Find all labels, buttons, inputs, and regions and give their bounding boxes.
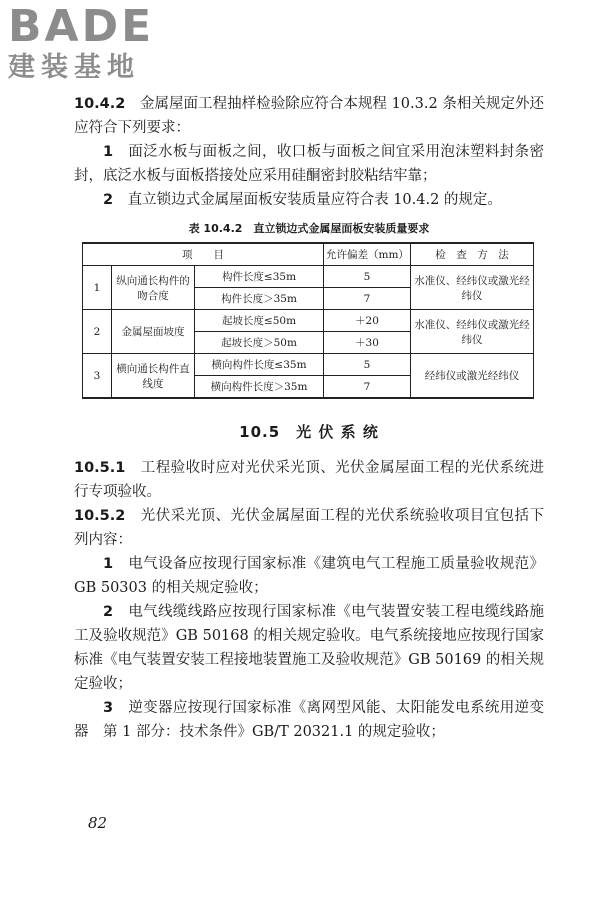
clause-item <box>74 696 544 744</box>
row-condition: 横向构件长度≤35m <box>195 354 324 376</box>
row-method: 经纬仪或激光经纬仪 <box>411 354 534 399</box>
clause-10-5-1 <box>74 456 544 504</box>
logo-subtext: 建装基地 <box>8 52 140 83</box>
row-method: 水准仪、经纬仪或激光经纬仪 <box>411 310 534 354</box>
row-number: 1 <box>83 266 112 310</box>
row-item: 纵向通长构件的吻合度 <box>112 266 195 310</box>
item-number: 3 <box>103 700 114 716</box>
item-text: 直立锁边式金属屋面板安装质量应符合表 10.4.2 的规定。 <box>127 192 502 208</box>
item-text: 电气线缆线路应按现行国家标准《电气装置安装工程电缆线路施工及验收规范》GB 50168 的相关规定验收。电气系统接地应按现行国家标准《电气装置安装工程接地装置施工及验收规范》GB 50169 的相关规定验收； <box>74 604 544 692</box>
row-condition: 起坡长度≤50m <box>195 310 324 332</box>
row-condition: 构件长度≤35m <box>195 266 324 288</box>
header-tolerance: 允许偏差（mm） <box>324 243 411 266</box>
row-item: 横向通长构件直线度 <box>112 354 195 399</box>
clause-10-4-2 <box>74 92 544 140</box>
row-tolerance: 5 <box>324 266 411 288</box>
table-row <box>83 266 534 288</box>
item-text: 逆变器应按现行国家标准《离网型风能、太阳能发电系统用逆变器 第 1 部分：技术条件》GB/T 20321.1 的规定验收； <box>74 700 544 740</box>
clause-10-5-2 <box>74 504 544 552</box>
table-header-row <box>83 243 534 266</box>
clause-item <box>74 600 544 696</box>
header-method: 检 查 方 法 <box>411 243 534 266</box>
clause-text: 工程验收时应对光伏采光顶、光伏金属屋面工程的光伏系统进行专项验收。 <box>74 460 545 500</box>
logo <box>8 1 178 83</box>
item-text: 电气设备应按现行国家标准《建筑电气工程施工质量验收规范》GB 50303 的相关规定验收； <box>74 556 544 596</box>
row-condition: 起坡长度＞50m <box>195 332 324 354</box>
clause-text: 金属屋面工程抽样检验除应符合本规程 10.3.2 条相关规定外还应符合下列要求： <box>74 96 544 136</box>
item-number: 2 <box>103 192 114 208</box>
row-tolerance: 5 <box>324 354 411 376</box>
item-number: 1 <box>103 144 114 160</box>
table-row <box>83 310 534 332</box>
row-tolerance: 7 <box>324 288 411 310</box>
clause-item <box>74 552 544 600</box>
row-tolerance: ＋30 <box>324 332 411 354</box>
item-number: 2 <box>103 604 114 620</box>
clause-item <box>74 140 544 188</box>
row-tolerance: ＋20 <box>324 310 411 332</box>
row-item: 金属屋面坡度 <box>112 310 195 354</box>
header-item: 项 目 <box>83 243 324 266</box>
clause-number: 10.5.1 <box>74 460 126 476</box>
item-text: 面泛水板与面板之间，收口板与面板之间宜采用泡沫塑料封条密封，底泛水板与面板搭接处应采用硅酮密封胶粘结牢靠； <box>74 144 544 184</box>
clause-number: 10.5.2 <box>74 508 126 524</box>
row-number: 3 <box>83 354 112 399</box>
logo-text: BADE <box>8 1 155 52</box>
item-number: 1 <box>103 556 114 572</box>
row-condition: 构件长度＞35m <box>195 288 324 310</box>
clause-number: 10.4.2 <box>74 96 126 112</box>
page-number: 82 <box>88 814 108 832</box>
row-condition: 横向构件长度＞35m <box>195 376 324 399</box>
clause-item <box>74 188 544 212</box>
section-title: 10.5 光 伏 系 统 <box>239 423 379 441</box>
table-caption: 表 10.4.2 直立锁边式金属屋面板安装质量要求 <box>188 222 430 235</box>
quality-table <box>82 242 534 399</box>
table-row <box>83 354 534 376</box>
document-body <box>74 92 544 744</box>
clause-text: 光伏采光顶、光伏金属屋面工程的光伏系统验收项目宜包括下列内容： <box>74 508 545 548</box>
row-tolerance: 7 <box>324 376 411 399</box>
row-number: 2 <box>83 310 112 354</box>
row-method: 水准仪、经纬仪或激光经纬仪 <box>411 266 534 310</box>
